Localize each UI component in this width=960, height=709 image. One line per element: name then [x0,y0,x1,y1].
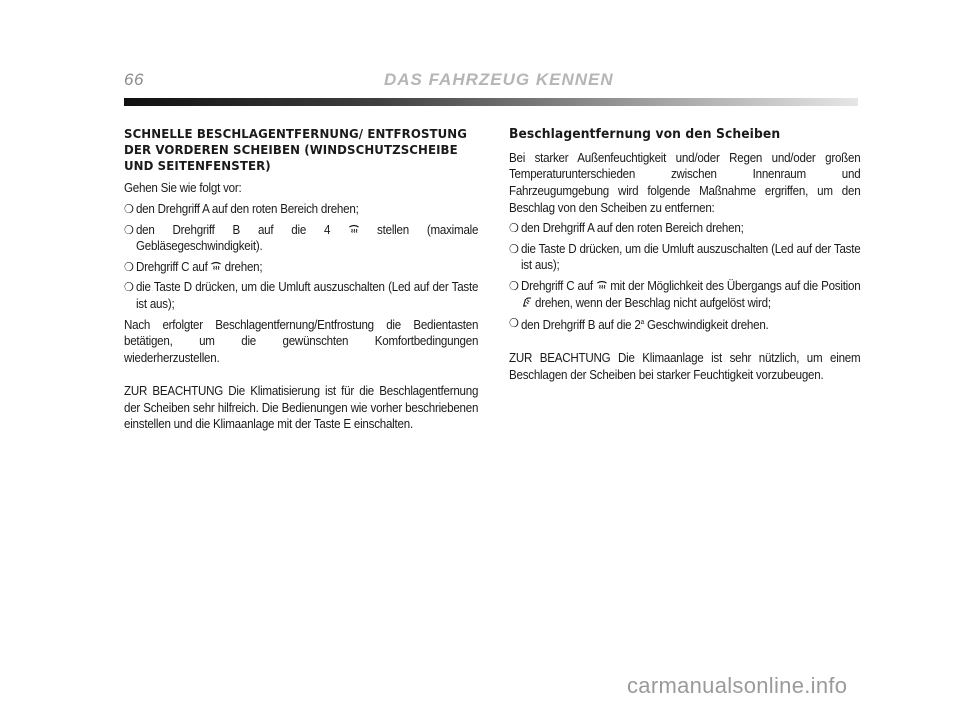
list-item [124,222,478,255]
list-item [509,315,860,334]
bullet-circle-icon: ❍ [509,316,519,331]
bullet-circle-icon: ❍ [124,259,134,274]
bullet-circle-icon: ❍ [509,241,519,256]
bullet-circle-icon: ❍ [124,201,134,216]
watermark: carmanualsonline.info [627,673,848,698]
list-item [509,220,860,237]
left-bullet-list [124,201,478,313]
left-heading: SCHNELLE BESCHLAGENTFERNUNG/ ENTFROSTUNG DER VORDEREN SCHEIBEN (WINDSCHUTZSCHEIBE UND SEITENFENSTER) [124,127,468,174]
list-item [124,201,478,218]
ordinal-superscript: a [640,319,644,327]
bullet-circle-icon: ❍ [124,280,134,295]
running-title: DAS FAHRZEUG KENNEN [384,70,614,89]
page-number: 66 [124,70,144,89]
left-note: ZUR BEACHTUNG Die Klimatisierung ist für die Beschlagentfernung der Scheiben sehr hilfreich. Die Bedienungen wie vorher beschriebenen einstellen und die Klimaanlage mit der Taste E einschalten. [124,383,479,432]
bullet-text: drehen, wenn der Beschlag nicht aufgelöst wird; [534,295,771,310]
bullet-text: die Taste D drücken, um die Umluft auszuschalten (Led auf der Taste ist aus); [520,241,861,273]
right-bullet-list [509,220,860,334]
windscreen-defrost-icon [596,280,607,291]
left-column [124,127,478,433]
list-item [124,259,478,276]
windscreen-defrost-icon [348,224,359,235]
bullet-text: mit der Möglichkeit des Übergangs auf die Position [610,278,861,293]
footwell-windscreen-icon [521,297,532,308]
bullet-text: den Drehgriff B auf die 4 [135,222,331,237]
list-item [509,278,860,311]
bullet-text: Drehgriff C auf [135,259,208,274]
right-intro: Bei starker Außenfeuchtigkeit und/oder Regen und/oder großen Temperaturunterschieden zwischen Innenraum und Fahrzeugumgebung wird folgende Maßnahme ergriffen, um den Beschlag von den Scheiben zu entfernen: [509,150,861,215]
left-intro: Gehen Sie wie folgt vor: [124,181,242,196]
windscreen-defrost-icon [211,261,222,272]
bullet-circle-icon: ❍ [509,221,519,236]
header-rule [124,98,858,106]
bullet-text: stellen (maximale Gebläsegeschwindigkeit). [135,222,479,254]
bullet-text: drehen; [224,259,263,274]
bullet-circle-icon: ❍ [509,278,519,293]
bullet-text: den Drehgriff A auf den roten Bereich drehen; [135,201,359,216]
left-after-text: Nach erfolgter Beschlagentfernung/Entfrostung die Bedientasten betätigen, um die gewünschten Komfortbedingungen wiederherzustellen. [124,317,479,365]
right-column [509,127,860,384]
right-heading: Beschlagentfernung von den Scheiben [509,127,781,142]
bullet-text: den Drehgriff B auf die 2 [520,318,641,333]
list-item [509,241,860,274]
right-note: ZUR BEACHTUNG Die Klimaanlage ist sehr nützlich, um einem Beschlagen der Scheiben bei starker Feuchtigkeit vorzubeugen. [509,351,861,382]
bullet-circle-icon: ❍ [124,222,134,237]
bullet-text: die Taste D drücken, um die Umluft auszuschalten (Led auf der Taste ist aus); [135,280,479,311]
bullet-text: Geschwindigkeit drehen. [643,318,769,333]
bullet-text: Drehgriff C auf [520,278,593,293]
list-item [124,279,478,312]
bullet-text: den Drehgriff A auf den roten Bereich drehen; [520,221,744,236]
